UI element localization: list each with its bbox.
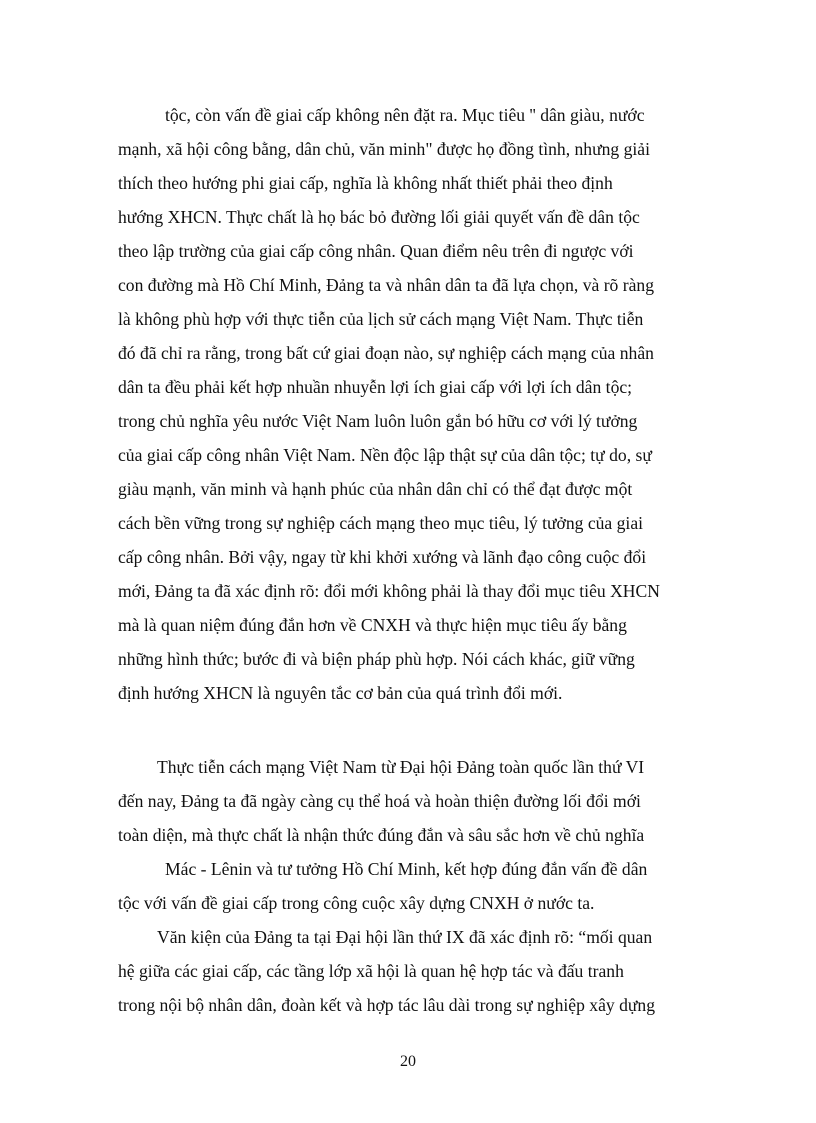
- text-line: tộc, còn vấn đề giai cấp không nên đặt ra. Mục tiêu '' dân giàu, nước: [165, 105, 645, 125]
- text-line: Mác - Lênin và tư tưởng Hồ Chí Minh, kết hợp đúng đắn vấn đề dân: [165, 859, 648, 879]
- text-line: cách bền vững trong sự nghiệp cách mạng theo mục tiêu, lý tưởng của giai: [118, 513, 644, 533]
- text-line: mà là quan niệm đúng đắn hơn về CNXH và thực hiện mục tiêu ấy bằng: [118, 615, 627, 635]
- text-line: mới, Đảng ta đã xác định rõ: đổi mới không phải là thay đổi mục tiêu XHCN: [118, 581, 660, 601]
- text-line: hướng XHCN. Thực chất là họ bác bỏ đường lối giải quyết vấn đề dân tộc: [118, 207, 640, 227]
- text-line: Thực tiễn cách mạng Việt Nam từ Đại hội Đảng toàn quốc lần thứ VI: [157, 757, 645, 777]
- text-line: trong nội bộ nhân dân, đoàn kết và hợp tác lâu dài trong sự nghiệp xây dựng: [118, 995, 656, 1015]
- text-line: tộc với vấn đề giai cấp trong công cuộc xây dựng CNXH ở nước ta.: [118, 893, 595, 913]
- text-line: Văn kiện của Đảng ta tại Đại hội lần thứ IX đã xác định rõ: “mối quan: [157, 927, 653, 947]
- text-line: trong chủ nghĩa yêu nước Việt Nam luôn luôn gắn bó hữu cơ với lý tưởng: [118, 411, 638, 431]
- text-line: những hình thức; bước đi và biện pháp phù hợp. Nói cách khác, giữ vững: [118, 649, 635, 669]
- text-line: giàu mạnh, văn minh và hạnh phúc của nhân dân chỉ có thể đạt được một: [118, 479, 633, 499]
- text-line: mạnh, xã hội công bằng, dân chủ, văn minh" được họ đồng tình, nhưng giải: [118, 139, 651, 159]
- text-line: hệ giữa các giai cấp, các tầng lớp xã hội là quan hệ hợp tác và đấu tranh: [118, 961, 624, 981]
- text-line: con đường mà Hồ Chí Minh, Đảng ta và nhân dân ta đã lựa chọn, và rõ ràng: [118, 275, 655, 295]
- text-line: cấp công nhân. Bởi vậy, ngay từ khi khởi xướng và lãnh đạo công cuộc đổi: [118, 547, 647, 567]
- text-line: đó đã chỉ ra rằng, trong bất cứ giai đoạn nào, sự nghiệp cách mạng của nhân: [118, 343, 654, 363]
- text-line: đến nay, Đảng ta đã ngày càng cụ thể hoá và hoàn thiện đường lối đổi mới: [118, 791, 641, 811]
- page-number: 20: [400, 1053, 416, 1070]
- text-line: dân ta đều phải kết hợp nhuần nhuyễn lợi ích giai cấp với lợi ích dân tộc;: [118, 377, 633, 397]
- text-line: thích theo hướng phi giai cấp, nghĩa là không nhất thiết phải theo định: [118, 173, 613, 193]
- text-line: định hướng XHCN là nguyên tắc cơ bản của quá trình đổi mới.: [118, 683, 563, 703]
- text-line: theo lập trường của giai cấp công nhân. Quan điểm nêu trên đi ngược với: [118, 241, 634, 261]
- text-line: toàn diện, mà thực chất là nhận thức đúng đắn và sâu sắc hơn về chủ nghĩa: [118, 825, 645, 845]
- text-line: của giai cấp công nhân Việt Nam. Nền độc lập thật sự của dân tộc; tự do, sự: [118, 445, 652, 465]
- text-line: là không phù hợp với thực tiễn của lịch sử cách mạng Việt Nam. Thực tiễn: [118, 309, 644, 329]
